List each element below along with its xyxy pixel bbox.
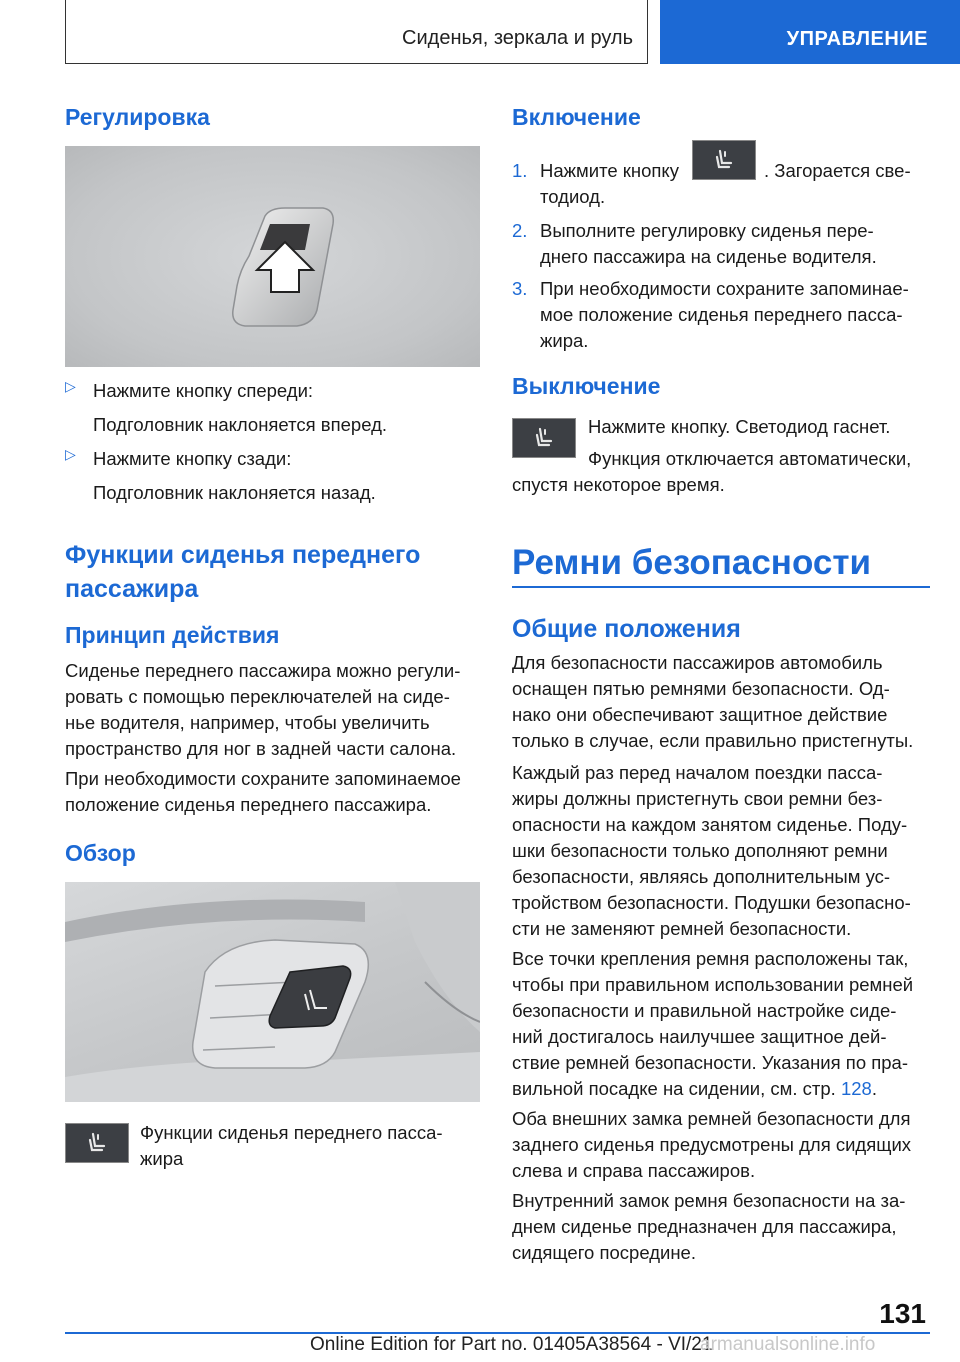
text-line: Оба внешних замка ремней безопасности для	[512, 1108, 911, 1129]
text-segment: .	[871, 1078, 877, 1099]
belts-paragraph-1	[512, 650, 932, 754]
text-line: слева и справа пассажиров.	[512, 1160, 756, 1181]
header-section-title: Сиденья, зеркала и руль	[402, 27, 633, 49]
text-line: положение сиденья переднего пассажира.	[65, 794, 432, 815]
text-line: При необходимости сохраните запоминаемое	[65, 768, 461, 789]
step2-text-line1: Выполните регулировку сиденья пере-	[540, 220, 874, 241]
seat-function-button-icon	[512, 418, 576, 458]
step-number: 3.	[512, 278, 528, 299]
text-line: ствие ремней безопасности. Указания по пра-	[512, 1052, 909, 1073]
text-line: Внутренний замок ремня безопасности на за-	[512, 1190, 906, 1211]
text-line: днем сиденье предназначен для пассажира,	[512, 1216, 897, 1237]
functions-heading	[65, 538, 420, 606]
bullet-back-label: Нажмите кнопку сзади:	[93, 448, 292, 469]
seat-belts-heading: Ремни безопасности	[512, 543, 871, 582]
overview-heading: Обзор	[65, 840, 136, 866]
text-line: сти не заменяют ремней безопасности.	[512, 918, 852, 939]
off-text-line3: спустя некоторое время.	[512, 474, 725, 495]
text-line: пространство для ног в задней части салона.	[65, 738, 457, 759]
seat-switch-illustration	[65, 882, 480, 1102]
bullet-front-result: Подголовник наклоняется вперед.	[93, 414, 388, 435]
off-text-line2: Функция отключается автоматически,	[588, 448, 912, 469]
text-line: заднего сиденья предусмотрены для сидящих	[512, 1134, 912, 1155]
header-chapter-title: УПРАВЛЕНИЕ	[786, 28, 928, 50]
general-heading: Общие положения	[512, 615, 741, 643]
seat-icon	[84, 1130, 110, 1156]
seat-function-caption	[140, 1120, 485, 1172]
text-line	[512, 1076, 932, 1102]
bullet-icon: ▷	[65, 378, 76, 394]
off-heading: Выключение	[512, 373, 661, 399]
text-line: Для безопасности пассажиров автомобиль	[512, 652, 883, 673]
headrest-button-photo	[65, 146, 480, 367]
bullet-back-result: Подголовник наклоняется назад.	[93, 482, 376, 503]
seat-function-button-icon	[65, 1123, 129, 1163]
text-line: ний достигалось наилучшее защитное дей-	[512, 1026, 887, 1047]
belts-paragraph-4	[512, 1106, 932, 1184]
text-line: нако они обеспечивают защитное действие	[512, 704, 888, 725]
text-line: Каждый раз перед началом поездки пасса-	[512, 762, 883, 783]
text-line: нье водителя, например, чтобы увеличить	[65, 712, 430, 733]
text-line: чтобы при правильном использовании ремней	[512, 974, 914, 995]
seat-function-button-icon	[692, 140, 756, 180]
functions-heading-line2: пассажира	[65, 575, 199, 603]
caption-line: жира	[140, 1148, 184, 1169]
belts-paragraph-3	[512, 946, 932, 1102]
seat-icon	[531, 425, 557, 451]
functions-heading-line1: Функции сиденья переднего	[65, 541, 421, 569]
text-line: шки безопасности только дополняют ремни	[512, 840, 888, 861]
text-line: безопасности и правильной настройке сиде-	[512, 1000, 897, 1021]
text-line: Все точки крепления ремня расположены так,	[512, 948, 909, 969]
heading-divider	[512, 586, 930, 588]
step1-text-b: . Загорается све-	[764, 160, 911, 181]
seat-icon	[711, 147, 737, 173]
watermark: armanualsonline.info	[700, 1334, 876, 1355]
step2-text-line2: днего пассажира на сиденье водителя.	[540, 246, 877, 267]
text-line: опасности на каждом занятом сиденье. Поду-	[512, 814, 908, 835]
page-link[interactable]: 128	[840, 1078, 872, 1099]
step-number: 2.	[512, 220, 528, 241]
on-heading: Включение	[512, 104, 641, 130]
header-section-box	[65, 0, 648, 64]
step3-text-line3: жира.	[540, 330, 589, 351]
text-line: сидящего посредине.	[512, 1242, 696, 1263]
text-line: ровать с помощью переключателей на сиде-	[65, 686, 450, 707]
caption-line: Функции сиденья переднего пасса-	[140, 1122, 443, 1143]
step3-text-line2: мое положение сиденья переднего пасса-	[540, 304, 903, 325]
text-line: оснащен пятью ремнями безопасности. Од-	[512, 678, 890, 699]
seat-switch-overview-photo	[65, 882, 480, 1102]
principle-paragraph	[65, 658, 485, 762]
regulation-heading: Регулировка	[65, 104, 210, 130]
text-line: только в случае, если правильно пристегнуты.	[512, 730, 914, 751]
header-chapter-tab[interactable]	[660, 0, 960, 64]
step-number: 1.	[512, 160, 528, 181]
off-text-line1: Нажмите кнопку. Светодиод гаснет.	[588, 416, 891, 437]
principle-heading: Принцип действия	[65, 622, 280, 648]
headrest-button-illustration	[65, 146, 480, 367]
page-number: 131	[879, 1298, 926, 1329]
text-line: жиры должны пристегнуть свои ремни без-	[512, 788, 883, 809]
belts-paragraph-2	[512, 760, 932, 942]
text-segment: вильной посадке на сидении, см. стр.	[512, 1078, 836, 1099]
footer-edition: Online Edition for Part no. 01405A38564 - VI/21	[310, 1334, 713, 1355]
bullet-icon: ▷	[65, 446, 76, 462]
text-line: Сиденье переднего пассажира можно регули-	[65, 660, 461, 681]
bullet-front-label: Нажмите кнопку спереди:	[93, 380, 314, 401]
step1-text-line2: тодиод.	[540, 186, 606, 207]
save-paragraph	[65, 766, 485, 818]
text-line: безопасности, являясь дополнительным ус-	[512, 866, 891, 887]
text-line: тройством безопасности. Подушки безопасно-	[512, 892, 911, 913]
belts-paragraph-5	[512, 1188, 932, 1266]
step3-text-line1: При необходимости сохраните запоминае-	[540, 278, 909, 299]
step1-text-a: Нажмите кнопку	[540, 160, 679, 181]
